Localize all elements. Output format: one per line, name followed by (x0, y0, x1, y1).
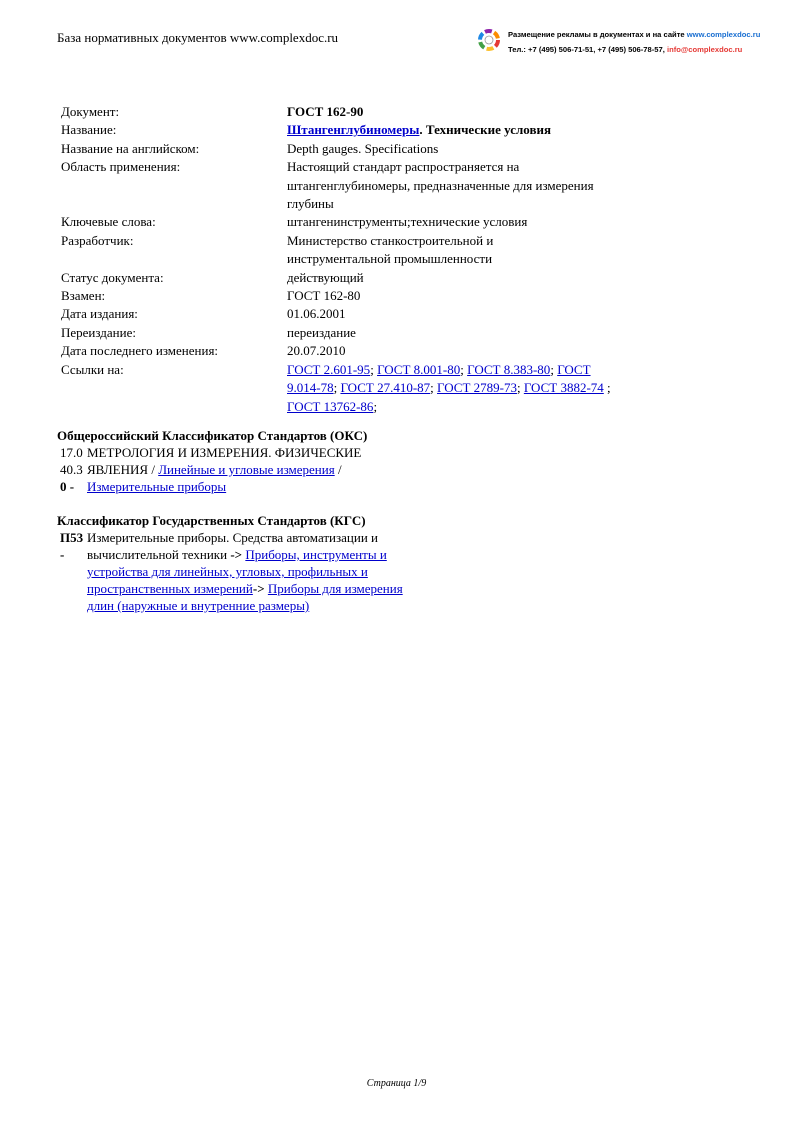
meta-row-replaced (61, 287, 627, 305)
oks-title: Общероссийский Классификатор Стандартов (ОКС) (57, 428, 368, 443)
meta-label: Область применения: (61, 159, 181, 175)
reference-link[interactable]: ГОСТ 9.014-78 (287, 361, 591, 396)
page-number: Страница 1/9 (366, 1078, 427, 1089)
reference-link[interactable]: ГОСТ 2.601-95 (287, 361, 371, 377)
meta-row-issue-date (61, 305, 627, 323)
meta-row-name (61, 121, 627, 139)
meta-row-references (61, 361, 627, 416)
ad-site-link[interactable]: www.complexdoc.ru (686, 30, 761, 39)
ad-line-1: Размещение рекламы в документах и на сайте www.complexdoc.ru (508, 30, 761, 39)
meta-label: Ссылки на: (61, 361, 124, 377)
meta-row-keywords (61, 213, 627, 231)
meta-row-reissue (61, 324, 627, 342)
oks-link[interactable]: Линейные и угловые измерения (158, 462, 335, 477)
oks-link[interactable]: Измерительные приборы (87, 479, 227, 494)
meta-label: Переиздание: (61, 324, 136, 340)
status-text: действующий (287, 269, 364, 285)
meta-row-status (61, 269, 627, 287)
oks-row-2 (60, 461, 417, 478)
english-title: Depth gauges. Specifications (287, 140, 439, 156)
references-list: ГОСТ 2.601-95; ГОСТ 8.001-80; ГОСТ 8.383-80; ГОСТ 9.014-78; ГОСТ 27.410-87; ГОСТ 2789-73; ГОСТ 3882-74 ; ГОСТ 13762-86; (287, 361, 611, 414)
reference-link[interactable]: ГОСТ 13762-86 (287, 398, 374, 414)
changed-date: 20.07.2010 (287, 343, 346, 359)
complexdoc-logo-icon (478, 29, 500, 51)
site-header: База нормативных документов www.complexdoc.ru (57, 30, 339, 45)
oks-text: ЯВЛЕНИЯ / Линейные и угловые измерения / (87, 462, 342, 477)
scope-text: Настоящий стандарт распространяется на штангенглубиномеры, предназначенные для измерения глубины (287, 159, 594, 212)
kgs-link[interactable]: Приборы, инструменты и устройства для линейных, угловых, профильных и пространственных измерений (87, 547, 387, 596)
document-metadata (61, 103, 627, 416)
keywords-text: штангенинструменты;технические условия (287, 214, 528, 230)
meta-label: Документ: (61, 104, 120, 119)
document-title: Штангенглубиномеры. Технические условия (287, 122, 551, 138)
oks-code: 17.0 (60, 445, 83, 460)
meta-row-changed (61, 342, 627, 360)
oks-row-3 (60, 478, 417, 495)
title-link[interactable]: Штангенглубиномеры (287, 122, 420, 138)
meta-label: Название на английском: (61, 140, 200, 156)
oks-section (57, 427, 417, 495)
meta-label: Дата издания: (61, 306, 138, 322)
document-number: ГОСТ 162-90 (287, 104, 364, 119)
kgs-link[interactable]: Приборы для измерения длин (наружные и внутренние размеры) (87, 581, 403, 613)
kgs-section (57, 512, 417, 614)
reference-link[interactable]: ГОСТ 3882-74 (523, 380, 604, 396)
meta-row-english (61, 140, 627, 158)
ad-email-link[interactable]: info@complexdoc.ru (666, 45, 743, 54)
replaced-text: ГОСТ 162-80 (287, 288, 361, 304)
meta-label: Взамен: (61, 288, 106, 304)
reference-link[interactable]: ГОСТ 2789-73 (437, 380, 517, 396)
meta-row-document (61, 103, 627, 121)
reference-link[interactable]: ГОСТ 27.410-87 (340, 380, 431, 396)
kgs-code: П53 - (60, 530, 84, 562)
oks-code: 40.3 (60, 462, 83, 477)
ad-line-2: Тел.: +7 (495) 506-71-51, +7 (495) 506-78-57, info@complexdoc.ru (508, 45, 743, 54)
kgs-title: Классификатор Государственных Стандартов (КГС) (57, 513, 366, 528)
meta-label: Дата последнего изменения: (61, 343, 219, 359)
meta-row-developer (61, 232, 627, 269)
reference-link[interactable]: ГОСТ 8.383-80 (467, 361, 551, 377)
meta-label: Статус документа: (61, 269, 164, 285)
meta-row-scope (61, 158, 627, 213)
reference-link[interactable]: ГОСТ 8.001-80 (377, 361, 461, 377)
issue-date: 01.06.2001 (287, 306, 346, 322)
kgs-text: Измерительные приборы. Средства автоматизации и вычислительной техники -> Приборы, инструменты и устройства для линейных, угловых, профильных и пространственных измерений-> Приборы для измерения длин (наружные и внутренние размеры) (87, 530, 403, 613)
oks-code: 0 - (60, 479, 75, 494)
developer-text: Министерство станкостроительной и инструментальной промышленности (287, 232, 494, 267)
kgs-row (60, 529, 417, 614)
oks-row-1 (60, 444, 417, 461)
meta-label: Название: (61, 122, 117, 138)
meta-label: Разработчик: (61, 232, 134, 248)
meta-label: Ключевые слова: (61, 214, 156, 230)
reissue-text: переиздание (287, 324, 356, 340)
oks-text: МЕТРОЛОГИЯ И ИЗМЕРЕНИЯ. ФИЗИЧЕСКИЕ (87, 445, 362, 460)
